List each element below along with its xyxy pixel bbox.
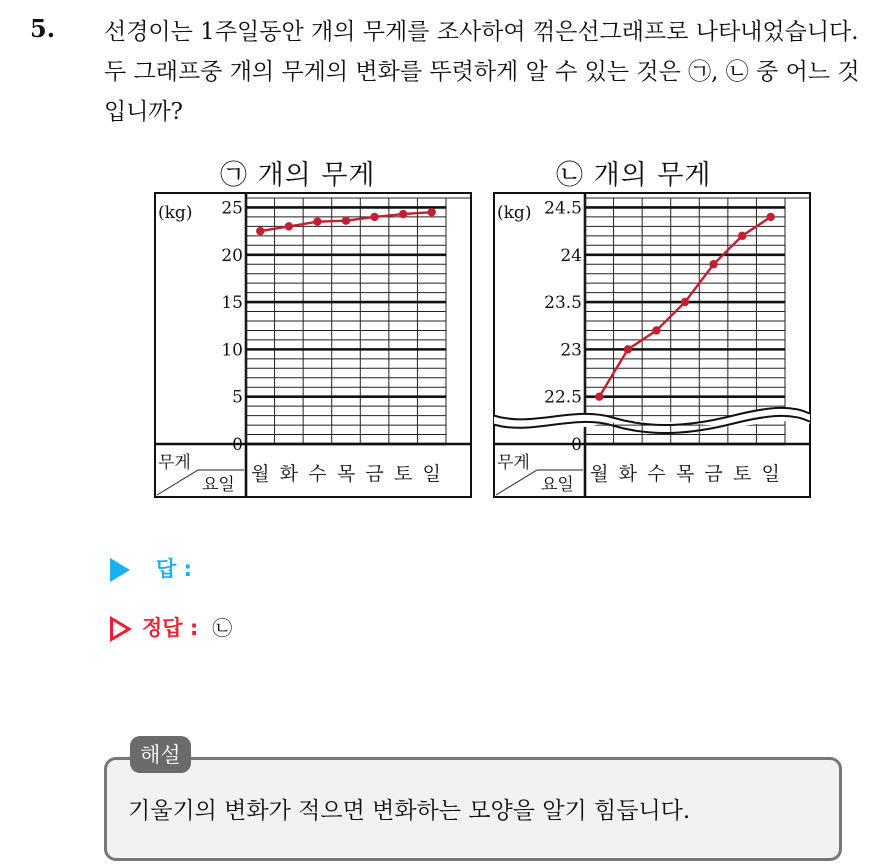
play-triangle-icon [110,558,130,582]
outline-triangle-icon [110,616,132,642]
day-label: 월 [251,463,270,485]
chart-frame [155,193,471,497]
data-point [709,260,717,268]
y-tick-label: 22.5 [544,387,582,408]
y-tick-label: 0 [232,435,243,455]
data-point [285,222,293,230]
question-text: 선경이는 1주일동안 개의 무게를 조사하여 꺾은선그래프로 나타내었습니다. 두 그래프중 개의 무게의 변화를 뚜렷하게 알 수 있는 것은 ㉠, ㉡ 중 어느 것입니까? [104,19,860,125]
corner-label-day: 요일 [541,475,574,495]
chart-b [493,192,813,502]
y-tick-label: 24.5 [544,198,582,219]
data-point [313,217,321,225]
correct-answer-label: 정답 : [142,616,199,640]
day-label: 화 [279,463,299,485]
corner-label-weight: 무게 [497,453,530,473]
y-tick-label: 24 [560,245,582,266]
day-label: 목 [336,463,356,485]
question-number: 5. [30,14,56,43]
data-point [652,326,660,334]
chart-a [154,192,474,502]
series-line [599,217,770,397]
unit-label: (kg) [497,203,532,223]
day-label: 수 [647,463,666,485]
data-point [767,213,775,221]
data-point [399,210,407,218]
corner-label-weight: 무게 [158,453,191,473]
y-tick-label: 15 [221,293,243,314]
chart-b-title: ㉡ 개의 무게 [556,160,712,191]
day-label: 화 [618,463,638,485]
day-label: 수 [308,463,327,485]
data-point [681,298,689,306]
day-label: 월 [590,463,609,485]
answer-label: 답 : [156,557,192,581]
explanation-text: 기울기의 변화가 적으면 변화하는 모양을 알기 힘듭니다. [128,798,691,824]
unit-label: (kg) [158,203,193,223]
explanation-tag: 해설 [130,736,191,773]
y-tick-label: 0 [571,435,582,455]
y-tick-label: 23 [560,340,582,361]
y-tick-label: 20 [221,245,243,266]
data-point [738,232,746,240]
correct-answer-value: ㉡ [212,616,233,640]
day-label: 일 [761,463,780,485]
day-label: 토 [732,463,752,485]
day-label: 일 [422,463,441,485]
chart-frame [494,193,810,497]
data-point [342,217,350,225]
data-point [595,392,603,400]
correct-answer-row [110,612,232,642]
y-tick-label: 5 [232,387,243,408]
data-point [370,213,378,221]
data-point [428,208,436,216]
y-tick-label: 10 [221,340,243,361]
chart-a-title: ㉠ 개의 무게 [220,160,376,191]
corner-label-day: 요일 [202,475,235,495]
day-label: 금 [365,463,384,485]
data-point [256,227,264,235]
data-point [624,345,632,353]
y-tick-label: 23.5 [544,293,582,314]
day-label: 토 [393,463,413,485]
day-label: 목 [675,463,695,485]
answer-row [110,553,192,583]
day-label: 금 [704,463,723,485]
y-tick-label: 25 [221,198,243,219]
